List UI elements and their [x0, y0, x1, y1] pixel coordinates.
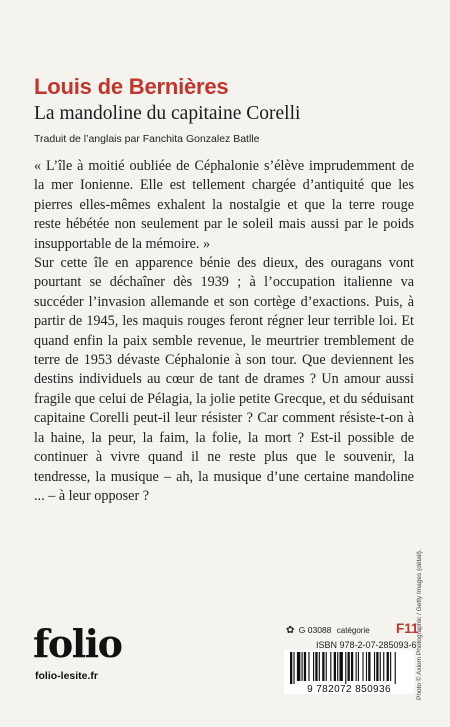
barcode-bar [315, 652, 317, 681]
barcode-bar [339, 652, 342, 681]
barcode-bar [374, 652, 375, 681]
barcode-bar [330, 652, 331, 681]
publisher-website[interactable]: folio-lesite.fr [35, 670, 99, 682]
barcode-bar [351, 652, 353, 681]
barcode-bar [308, 652, 309, 681]
barcode-bar [356, 652, 357, 681]
barcode-bar [293, 652, 294, 684]
barcode-bar [380, 652, 381, 681]
author-name: Louis de Bernières [34, 74, 229, 99]
barcode-bar [326, 652, 327, 681]
barcode-bar [337, 652, 338, 681]
barcode-bar [304, 652, 306, 681]
barcode-bar [368, 652, 370, 681]
blurb-summary: Sur cette île en apparence bénie des dieux, des ouragans vont pourtant se déchaîner dès 1939 ; à l’occupation italienne va succéder l’invasion allemande et son cortège d’exactions. Puis, à partir de 1945, les maquis rouges feront régner leur terrible loi. Et quand enfin la paix semble revenue, le meurtrier tremblement de terre de 1953 dévaste Céphalonie à son tour. Que deviennent les destins individuels au cœur de tant de drames ? Un amour aussi fragile que celui de Pélagia, la jolie petite Grecque, et du séduisant capitaine Corelli peut-il leur résister ? Car comment résiste-t-on à la haine, la peur, la faim, la folie, la mort ? Est-il possible de continuer à vivre quand il ne reste plus que le souvenir, la tendresse, la musique – ah, la musique d’une certaine mandoline ... – à leur opposer ? [34, 255, 414, 504]
blurb [34, 157, 414, 506]
barcode-bar [348, 652, 350, 681]
barcode-bar [362, 652, 363, 681]
barcode-bar [290, 652, 292, 684]
barcode-digits: 9 782072 850936 [307, 684, 391, 695]
barcode-bar [297, 652, 300, 681]
product-code: G 03088 [298, 625, 332, 635]
barcode-bar [383, 652, 384, 681]
barcode-bar [319, 652, 320, 681]
barcode [284, 650, 414, 694]
barcode-bar [334, 652, 336, 681]
category-code: F11 [396, 621, 419, 636]
code-row [286, 625, 370, 636]
barcode-bar [376, 652, 378, 681]
isbn: ISBN 978-2-07-285093-6 [316, 640, 417, 650]
barcode-bars [284, 650, 414, 684]
translator-credit: Traduit de l’anglais par Fanchita Gonzalez Batlle [34, 133, 260, 145]
barcode-bar [345, 652, 346, 684]
folio-logo: folio [33, 621, 122, 666]
barcode-bar [390, 652, 391, 681]
barcode-bar [322, 652, 324, 681]
barcode-bar [358, 652, 359, 681]
category-label: catégorie [336, 626, 370, 635]
barcode-bar [313, 652, 314, 681]
book-title: La mandoline du capitaine Corelli [34, 103, 301, 124]
photo-credit: Photo © Axiom Photographic / Getty Images (détail). [416, 549, 423, 700]
book-icon: ✿ [286, 625, 295, 636]
barcode-bar [366, 652, 367, 681]
barcode-bar [395, 652, 396, 684]
barcode-bar [387, 652, 389, 681]
barcode-bar [302, 652, 303, 681]
blurb-quote: « L’île à moitié oubliée de Céphalonie s’élève imprudemment de la mer Ionienne. Elle est tellement chargée d’antiquité que les pierres elles-mêmes exhalent la nostalgie et que la terre rouge reste hébétée non seulement par le soleil mais aussi par le poids insupportable de la mémoire. » [34, 158, 414, 252]
